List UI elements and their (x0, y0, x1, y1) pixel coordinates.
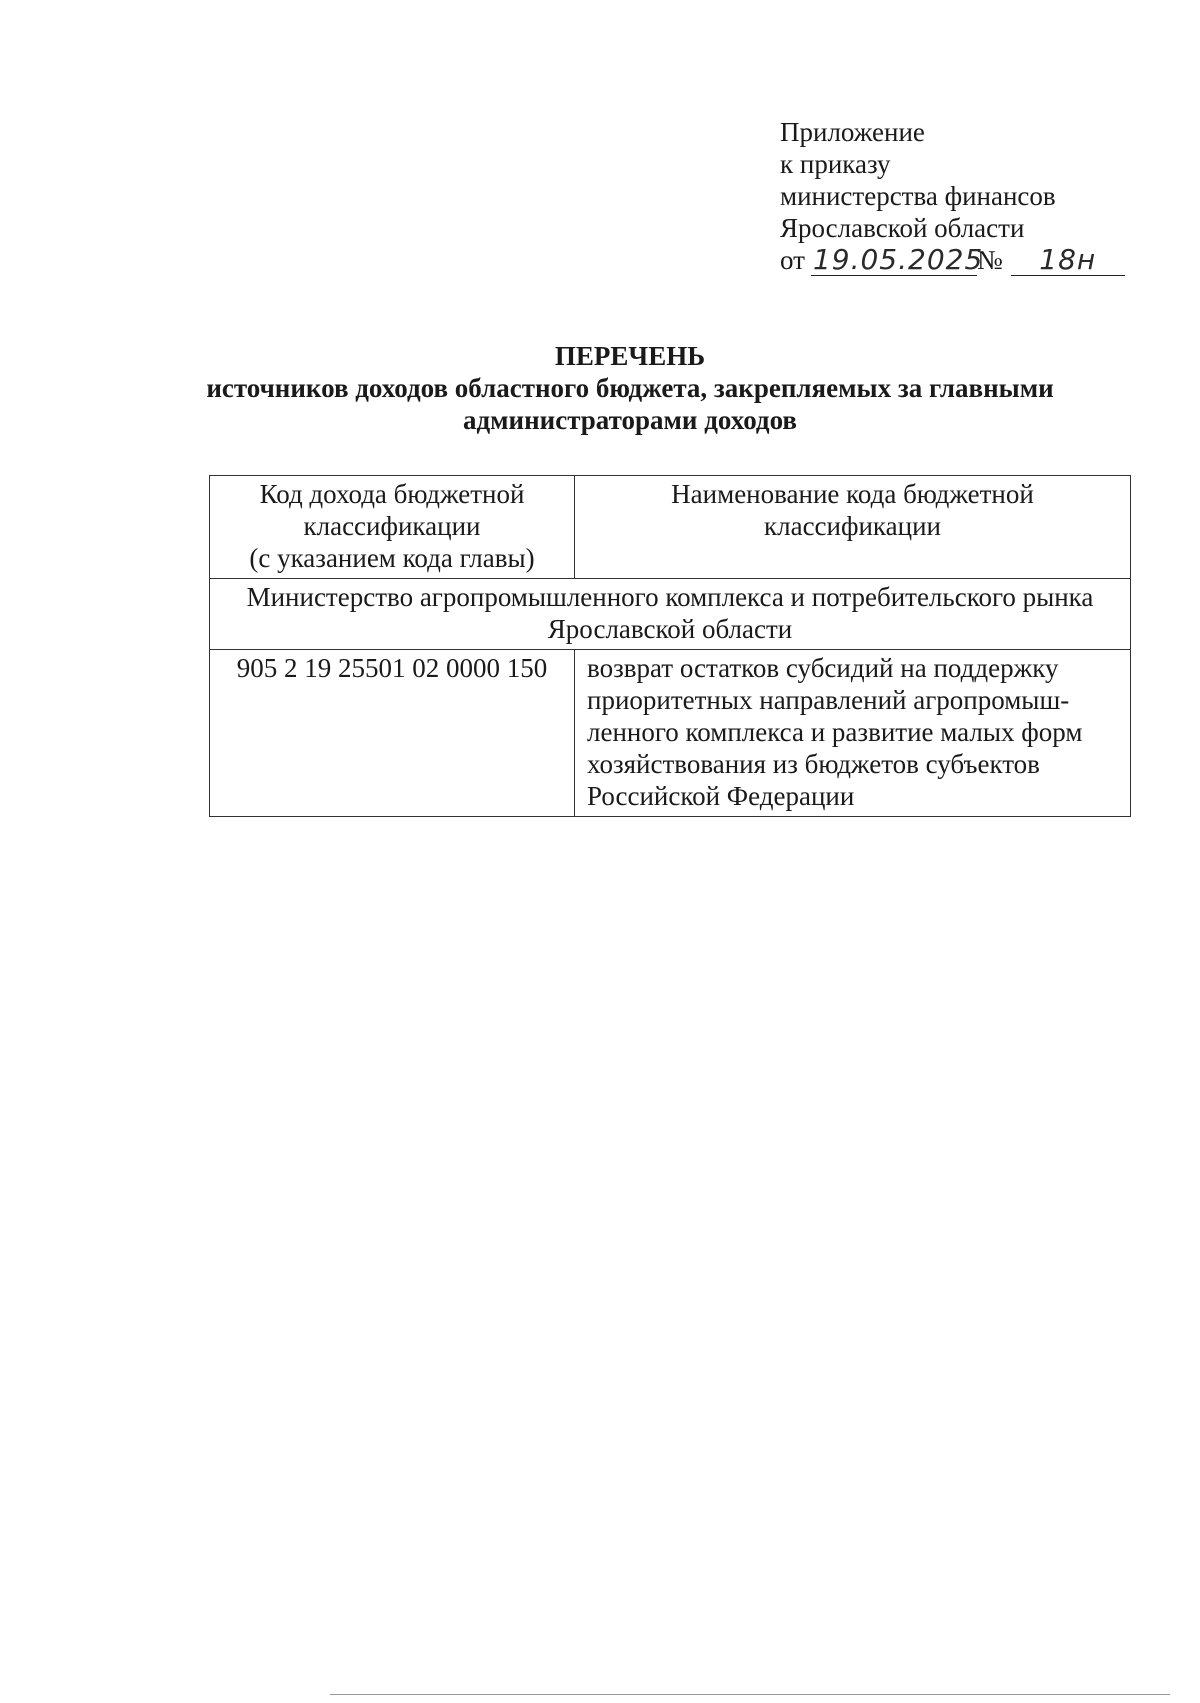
table-group-row (210, 579, 1131, 650)
header-name-line2: классификации (764, 511, 941, 541)
table-header-row (210, 476, 1131, 579)
revenue-sources-table (209, 475, 1131, 817)
header-code (210, 476, 575, 579)
header-code-line1: Код дохода бюджетной (259, 479, 525, 509)
group-ministry (210, 579, 1131, 650)
header-name (575, 476, 1131, 579)
title-main: ПЕРЕЧЕНЬ (554, 341, 706, 371)
row-code: 905 2 19 25501 02 0000 150 (210, 650, 575, 817)
handwritten-number: 18н (1011, 245, 1125, 276)
appendix-block (780, 116, 1125, 276)
header-name-line1: Наименование кода бюджетной (671, 479, 1034, 509)
handwritten-date: 19.05.2025 (812, 243, 984, 276)
row-name-line4: хозяйствования из бюджетов субъектов (587, 749, 1040, 779)
number-label: № (976, 245, 1003, 275)
appendix-date-line (780, 244, 1125, 276)
row-name-line5: Российской Федерации (587, 781, 855, 811)
group-line1: Министерство агропромышленного комплекса и потребительского рынка (246, 582, 1094, 612)
appendix-ministry: министерства финансов (780, 181, 1056, 211)
appendix-order-ref: к приказу (780, 149, 891, 179)
appendix-title: Приложение (780, 117, 925, 147)
row-name-line1: возврат остатков субсидий на поддержку (587, 653, 1059, 683)
header-code-line3: (с указанием кода главы) (249, 543, 535, 573)
row-name-line2: приоритетных направлений агропромыш- (587, 685, 1070, 715)
appendix-region: Ярославской области (780, 213, 1025, 243)
row-name-line3: ленного комплекса и развитие малых форм (587, 717, 1083, 747)
title-sub-line1: источников доходов областного бюджета, закрепляемых за главными (206, 373, 1054, 403)
table-row (210, 650, 1131, 817)
from-label: от (780, 245, 805, 275)
group-line2: Ярославской области (547, 614, 793, 644)
header-code-line2: классификации (303, 511, 481, 541)
document-title (200, 340, 1060, 436)
title-sub-line2: администраторами доходов (463, 405, 797, 435)
row-name (575, 650, 1131, 817)
page-bottom-rule (330, 1694, 1170, 1695)
